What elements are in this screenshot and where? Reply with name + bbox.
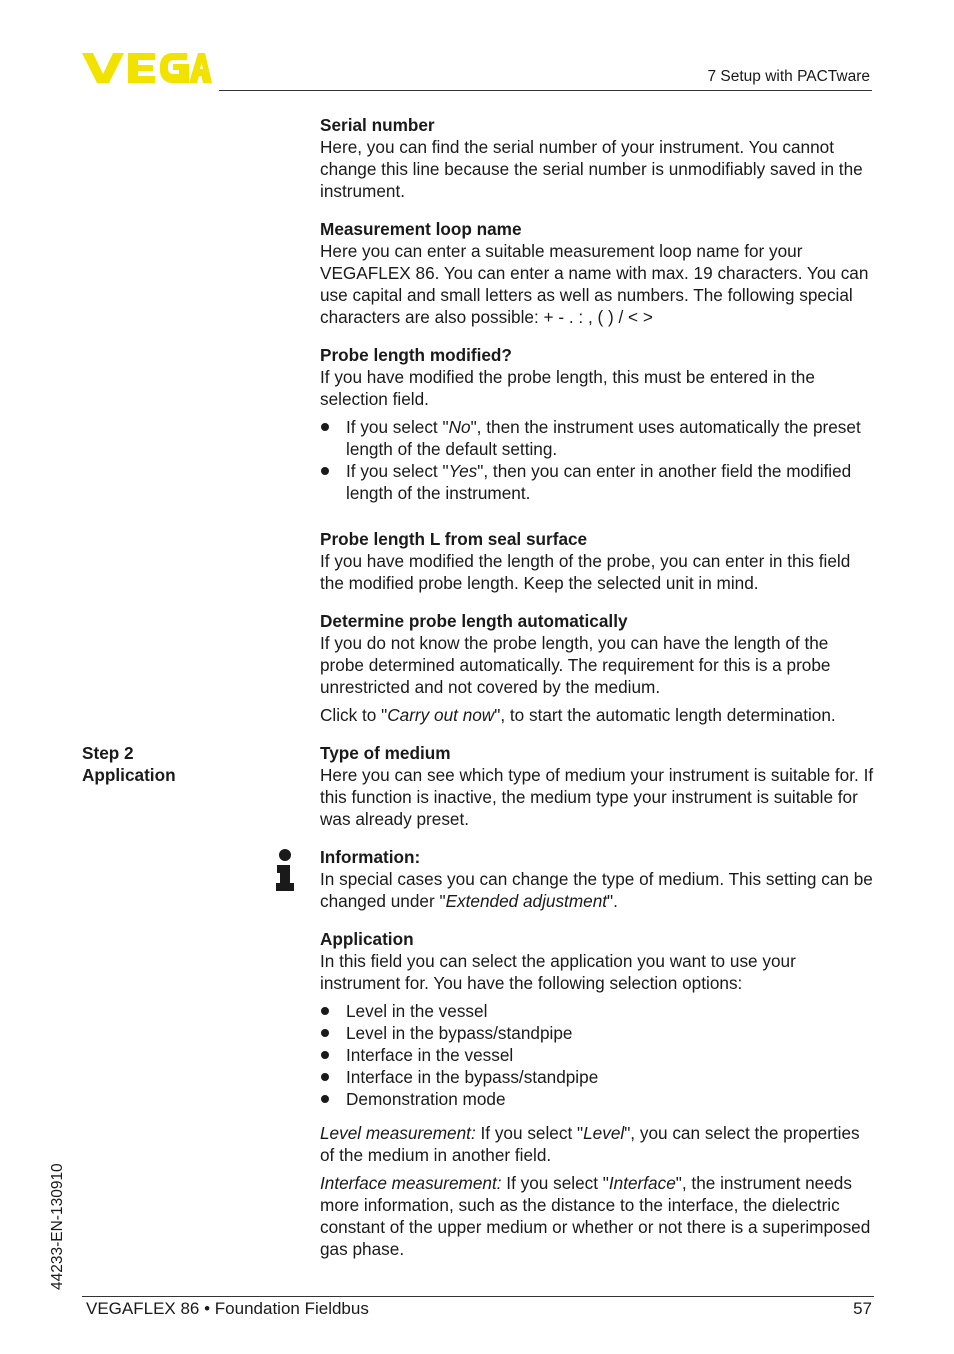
section-probe-length-l: [320, 528, 876, 594]
list-item: Level in the vessel: [320, 1000, 876, 1022]
bullet-icon: [321, 1095, 329, 1103]
section-heading: Probe length modified?: [320, 345, 512, 365]
section-heading: Information:: [320, 847, 421, 867]
section-text: Click to "Carry out now", to start the automatic length determination.: [320, 705, 836, 725]
list-item: Level in the bypass/standpipe: [320, 1022, 876, 1044]
list-item: If you select "No", then the instrument uses automatically the preset length of the default setting.: [320, 416, 876, 460]
section-type-of-medium: [320, 742, 876, 830]
document-number: 44233-EN-130910: [49, 1163, 66, 1290]
info-icon: [274, 848, 296, 892]
section-heading: Serial number: [320, 115, 435, 135]
section-text: If you do not know the probe length, you can have the length of the probe determined automatically. The requirement for this is a probe unrestricted and not covered by the medium.: [320, 633, 831, 697]
interface-measurement-text: Interface measurement: If you select "Interface", the instrument needs more information, such as the distance to the interface, the dielectric constant of the upper medium or whether or not there is a superimposed gas phase.: [320, 1173, 871, 1259]
bullet-list: [320, 416, 876, 504]
header-section-title: 7 Setup with PACTware: [707, 68, 870, 85]
section-determine-probe-length: [320, 610, 876, 726]
section-heading: Measurement loop name: [320, 219, 522, 239]
level-measurement-text: Level measurement: If you select "Level", you can select the properties of the medium in another field.: [320, 1123, 860, 1165]
section-heading: Determine probe length automatically: [320, 611, 628, 631]
section-serial-number: [320, 114, 876, 202]
section-text: Here, you can find the serial number of your instrument. You cannot change this line because the serial number is unmodifiably saved in the instrument.: [320, 137, 863, 201]
bullet-icon: [321, 1073, 329, 1081]
section-text: Here you can enter a suitable measurement loop name for your VEGAFLEX 86. You can enter a name with max. 19 characters. You can use capital and small letters as well as numbers. The following special characters are also possible: + - . : , ( ) / < >: [320, 241, 869, 327]
section-heading: Type of medium: [320, 743, 451, 763]
bullet-icon: [321, 1051, 329, 1059]
section-text: Here you can see which type of medium your instrument is suitable for. If this function is inactive, the medium type your instrument is suitable for was already preset.: [320, 765, 874, 829]
section-text: In this field you can select the application you want to use your instrument for. You have the following selection options:: [320, 951, 796, 993]
section-heading: Probe length L from seal surface: [320, 529, 588, 549]
header-divider: [219, 90, 872, 91]
footer-product: VEGAFLEX 86 • Foundation Fieldbus: [86, 1299, 369, 1318]
step-number: Step 2: [82, 743, 134, 763]
footer-divider: [82, 1296, 874, 1297]
bullet-icon: [321, 423, 329, 431]
bullet-icon: [321, 467, 329, 475]
bullet-icon: [321, 1007, 329, 1015]
section-measurement-loop-name: [320, 218, 876, 328]
page-number: 57: [853, 1299, 872, 1318]
section-text: In special cases you can change the type of medium. This setting can be changed under "Extended adjustment".: [320, 869, 873, 911]
step-label: [82, 742, 282, 786]
list-item: Interface in the bypass/standpipe: [320, 1066, 876, 1088]
section-probe-length-modified: [320, 344, 876, 504]
vega-logo: [82, 50, 212, 84]
section-information: [320, 846, 876, 912]
list-item: Interface in the vessel: [320, 1044, 876, 1066]
step-title: Application: [82, 765, 176, 785]
section-heading: Application: [320, 929, 414, 949]
section-text: If you have modified the probe length, this must be entered in the selection field.: [320, 367, 815, 409]
section-text: If you have modified the length of the probe, you can enter in this field the modified probe length. Keep the selected unit in mind.: [320, 551, 851, 593]
list-item: If you select "Yes", then you can enter in another field the modified length of the instrument.: [320, 460, 876, 504]
bullet-list: [320, 1000, 876, 1110]
main-content: [320, 114, 876, 1276]
list-item: Demonstration mode: [320, 1088, 876, 1110]
bullet-icon: [321, 1029, 329, 1037]
section-application: [320, 928, 876, 1260]
